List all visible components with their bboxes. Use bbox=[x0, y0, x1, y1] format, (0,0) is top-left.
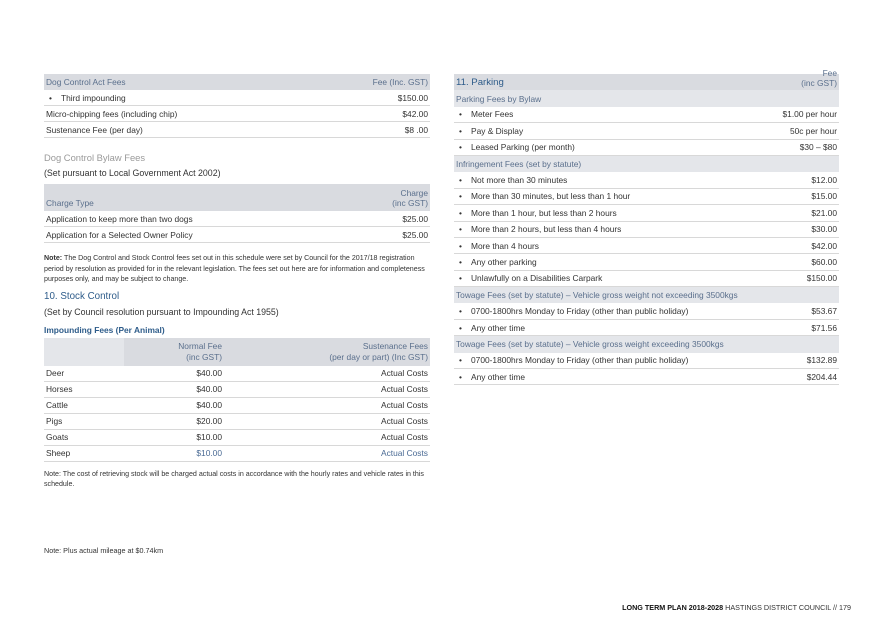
table-row bbox=[454, 189, 839, 205]
row-label: • Any other time bbox=[454, 372, 807, 382]
impounding-header bbox=[44, 338, 430, 366]
section-heading-text: Towage Fees (set by statute) – Vehicle gross weight not exceeding 3500kgs bbox=[456, 290, 738, 301]
sustenance-fee: Actual Costs bbox=[380, 384, 428, 394]
row-value: $8 .00 bbox=[404, 124, 428, 135]
row-label: • More than 2 hours, but less than 4 hours bbox=[454, 224, 811, 234]
table-row bbox=[454, 320, 839, 336]
table-row bbox=[454, 369, 839, 385]
table-row bbox=[454, 205, 839, 221]
fee-line-2: (inc GST) bbox=[801, 78, 837, 89]
row-value: $132.89 bbox=[806, 355, 837, 366]
footer-text: HASTINGS DISTRICT COUNCIL // 179 bbox=[723, 603, 851, 612]
row-label: • Any other parking bbox=[454, 257, 811, 267]
row-label: • 0700-1800hrs Monday to Friday (other than public holiday) bbox=[454, 355, 807, 365]
bylaw-table bbox=[44, 184, 430, 243]
dog-fees-header-label: Dog Control Act Fees bbox=[46, 77, 126, 87]
row-value: $15.00 bbox=[811, 191, 837, 202]
bylaw-header-charge bbox=[392, 188, 430, 208]
sustenance-fee: Actual Costs bbox=[380, 400, 428, 410]
table-row bbox=[44, 227, 430, 243]
section-heading-text: Parking Fees by Bylaw bbox=[456, 93, 542, 104]
row-value: $150.00 bbox=[397, 92, 428, 103]
row-label: • 0700-1800hrs Monday to Friday (other than public holiday) bbox=[454, 306, 811, 316]
row-value: $25.00 bbox=[402, 213, 428, 224]
row-label: Micro-chipping fees (including chip) bbox=[46, 108, 178, 119]
table-row bbox=[454, 222, 839, 238]
fee-line-1: Fee bbox=[822, 68, 837, 79]
row-label: • Pay & Display bbox=[454, 126, 790, 136]
sustenance-fee: Actual Costs bbox=[380, 416, 428, 426]
dog-fees-header-fee: Fee (Inc. GST) bbox=[372, 77, 428, 87]
row-label: • Unlawfully on a Disabilities Carpark bbox=[454, 273, 807, 283]
row-label: • More than 30 minutes, but less than 1 hour bbox=[454, 191, 811, 201]
footer-bold: LONG TERM PLAN 2018-2028 bbox=[622, 603, 724, 612]
row-label: • Leased Parking (per month) bbox=[454, 142, 800, 152]
table-row bbox=[454, 123, 839, 139]
row-value: $30 – $80 bbox=[799, 142, 837, 153]
row-value: $60.00 bbox=[811, 256, 837, 267]
row-label: Application for a Selected Owner Policy bbox=[46, 229, 193, 240]
table-row bbox=[44, 90, 430, 106]
table-row bbox=[44, 122, 430, 138]
table-row bbox=[454, 254, 839, 270]
header-sustenance bbox=[224, 338, 430, 366]
row-label: • Any other time bbox=[454, 323, 811, 333]
page-footer bbox=[622, 603, 851, 612]
normal-line-2: (inc GST) bbox=[186, 351, 222, 362]
section-heading-text: Infringement Fees (set by statute) bbox=[456, 159, 582, 170]
table-row bbox=[44, 366, 430, 382]
table-row bbox=[44, 211, 430, 227]
row-value: $1.00 per hour bbox=[782, 109, 837, 120]
table-row bbox=[44, 382, 430, 398]
animal: Sheep bbox=[46, 448, 71, 458]
dog-fees-header bbox=[44, 74, 430, 90]
stock-subtitle: (Set by Council resolution pursuant to Impounding Act 1955) bbox=[44, 306, 279, 317]
row-value: $21.00 bbox=[811, 207, 837, 218]
note-text: The Dog Control and Stock Control fees set out in this schedule were set by Council for the 2017/18 registration period by resolution as provided for in the relevant legislation. The fees set out here are for information and completeness purposes only, and may be subject to change. bbox=[44, 254, 425, 283]
mileage-note: Note: Plus actual mileage at $0.74km bbox=[44, 546, 164, 555]
table-row bbox=[454, 172, 839, 188]
sustenance-fee: Actual Costs bbox=[380, 368, 428, 378]
parking-body bbox=[454, 90, 839, 385]
parking-section-heading bbox=[454, 90, 839, 106]
normal-fee: $10.00 bbox=[196, 432, 222, 442]
parking-section-heading bbox=[454, 287, 839, 303]
bylaw-header-label: Charge Type bbox=[46, 198, 94, 208]
row-value: $150.00 bbox=[806, 273, 837, 284]
animal: Cattle bbox=[46, 400, 68, 410]
row-label: • More than 1 hour, but less than 2 hours bbox=[454, 208, 811, 218]
impounding-table bbox=[44, 338, 430, 462]
table-row bbox=[454, 303, 839, 319]
sust-line-1: Sustenance Fees bbox=[362, 340, 428, 351]
row-value: $42.00 bbox=[402, 108, 428, 119]
header-normal-fee bbox=[124, 338, 224, 366]
parking-fee-header bbox=[801, 68, 839, 88]
left-column bbox=[44, 74, 430, 490]
row-label: Sustenance Fee (per day) bbox=[46, 124, 143, 135]
normal-line-1: Normal Fee bbox=[178, 340, 222, 351]
table-row bbox=[44, 106, 430, 122]
section-heading-text: Towage Fees (set by statute) – Vehicle gross weight exceeding 3500kgs bbox=[456, 339, 724, 350]
charge-line-2: (inc GST) bbox=[392, 198, 428, 208]
animal: Goats bbox=[46, 432, 69, 442]
parking-section-heading bbox=[454, 336, 839, 352]
table-row bbox=[44, 446, 430, 462]
row-label: • Meter Fees bbox=[454, 109, 783, 119]
charge-line-1: Charge bbox=[400, 188, 428, 198]
table-row bbox=[44, 414, 430, 430]
row-value: $12.00 bbox=[811, 175, 837, 186]
row-value: $53.67 bbox=[811, 306, 837, 317]
animal: Deer bbox=[46, 368, 65, 378]
bylaw-header bbox=[44, 184, 430, 211]
stock-note: Note: The cost of retrieving stock will be charged actual costs in accordance with the hourly rates and vehicle rates in this schedule. bbox=[44, 469, 424, 488]
row-value: $42.00 bbox=[811, 240, 837, 251]
normal-fee: $40.00 bbox=[196, 384, 222, 394]
animal: Horses bbox=[46, 384, 73, 394]
table-row bbox=[454, 107, 839, 123]
stock-title: 10. Stock Control bbox=[44, 290, 120, 302]
normal-fee: $40.00 bbox=[196, 368, 222, 378]
table-row bbox=[454, 353, 839, 369]
dog-fees-table bbox=[44, 74, 430, 138]
normal-fee: $10.00 bbox=[196, 448, 222, 458]
sustenance-fee: Actual Costs bbox=[380, 432, 428, 442]
sustenance-fee: Actual Costs bbox=[380, 448, 428, 458]
parking-section-heading bbox=[454, 156, 839, 172]
table-row bbox=[454, 238, 839, 254]
row-value: $71.56 bbox=[811, 322, 837, 333]
header-empty-cell bbox=[44, 338, 124, 366]
parking-table bbox=[454, 68, 839, 385]
bylaw-title: Dog Control Bylaw Fees bbox=[44, 152, 146, 163]
parking-title: 11. Parking bbox=[456, 77, 504, 89]
right-column bbox=[454, 68, 839, 385]
animal: Pigs bbox=[46, 416, 63, 426]
row-value: $204.44 bbox=[806, 371, 837, 382]
row-label: • Third impounding bbox=[44, 93, 398, 103]
table-row bbox=[454, 271, 839, 287]
impounding-title: Impounding Fees (Per Animal) bbox=[44, 324, 165, 335]
row-label: • Not more than 30 minutes bbox=[454, 175, 811, 185]
table-row bbox=[44, 430, 430, 446]
table-row bbox=[454, 140, 839, 156]
row-value: $30.00 bbox=[811, 224, 837, 235]
bylaw-subtitle: (Set pursuant to Local Government Act 2002) bbox=[44, 168, 221, 178]
fees-note bbox=[44, 253, 430, 285]
normal-fee: $20.00 bbox=[196, 416, 222, 426]
table-row bbox=[44, 398, 430, 414]
row-label: • More than 4 hours bbox=[454, 241, 811, 251]
row-label: Application to keep more than two dogs bbox=[46, 213, 193, 224]
normal-fee: $40.00 bbox=[196, 400, 222, 410]
sust-line-2: (per day or part) (Inc GST) bbox=[329, 351, 428, 362]
row-value: $25.00 bbox=[402, 229, 428, 240]
parking-header bbox=[454, 68, 839, 90]
note-bold: Note: bbox=[44, 254, 63, 262]
row-value: 50c per hour bbox=[789, 125, 837, 136]
